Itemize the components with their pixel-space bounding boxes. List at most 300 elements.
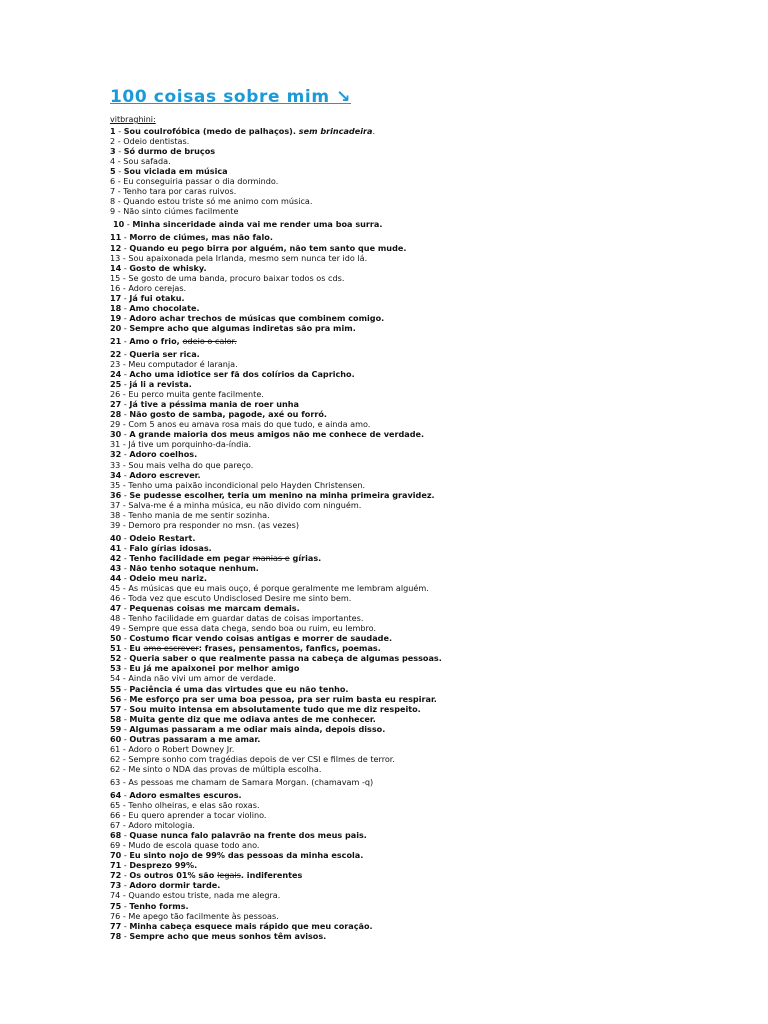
item-text: Não tenho sotaque nenhum. [129, 562, 259, 573]
item-text: Adoro esmaltes escuros. [129, 790, 242, 800]
item-number: 16 [110, 282, 121, 293]
item-number: 9 [110, 206, 116, 217]
item-text: Sou mais velha do que pareço. [128, 459, 254, 470]
item-text: já li a revista. [129, 379, 192, 390]
item-strikethrough: manias e [252, 552, 290, 563]
item-text: Me esforço pra ser uma boa pessoa, pra ser ruim basta eu respirar. [129, 693, 437, 704]
item-text: Só durmo de bruços [123, 146, 216, 157]
item-separator: - [121, 860, 130, 871]
list-item [110, 653, 670, 663]
list-item [110, 439, 670, 449]
item-number: 54 [110, 673, 121, 684]
item-number: 7 [110, 186, 116, 197]
item-text: Tenho mania de me sentir sozinha. [128, 509, 270, 520]
item-text: Tenho forms. [129, 900, 189, 911]
list-item [110, 156, 670, 166]
item-separator: - [121, 653, 130, 664]
list-item [110, 460, 670, 470]
item-separator: - [115, 156, 124, 167]
item-number: 33 [110, 459, 121, 470]
item-separator: - [121, 552, 130, 563]
list-item [110, 389, 670, 399]
item-text: Adoro achar trechos de músicas que combinem comigo. [129, 312, 385, 323]
list-item [110, 429, 670, 439]
list-item [110, 470, 670, 480]
item-number: 49 [110, 623, 121, 634]
item-text: Demoro pra responder no msn. (as vezes) [128, 519, 300, 530]
item-text: As pessoas me chamam de Samara Morgan. (chamavam -q) [128, 776, 374, 787]
item-separator: - [121, 733, 130, 744]
item-number: 24 [110, 369, 122, 380]
list-item [110, 734, 670, 744]
item-separator: - [121, 379, 130, 390]
list-item [110, 206, 670, 216]
item-number: 35 [110, 479, 121, 490]
item-number: 76 [110, 910, 121, 921]
item-number: 4 [110, 156, 116, 167]
item-text: Os outros 01% são [129, 870, 215, 881]
item-text-after: . indiferentes [240, 870, 303, 881]
item-separator: - [120, 359, 129, 370]
list-item [110, 543, 670, 553]
item-number: 41 [110, 542, 122, 553]
item-text: Sou muito intensa em absolutamente tudo que me diz respeito. [129, 703, 421, 714]
list-item [110, 777, 670, 787]
item-number: 78 [110, 930, 122, 941]
item-text-after: gírias. [292, 552, 322, 563]
author-line [110, 114, 670, 125]
item-text: Queria saber o que realmente passa na cabeça de algumas pessoas. [129, 653, 442, 664]
item-number: 29 [110, 419, 121, 430]
item-text: Eu [129, 643, 141, 654]
list-item [110, 303, 670, 313]
item-separator: - [120, 810, 129, 821]
item-text: Eu quero aprender a tocar violino. [128, 810, 267, 821]
item-text: Com 5 anos eu amava rosa mais do que tudo, e ainda amo. [128, 419, 371, 430]
list-item [110, 820, 670, 830]
list-item [110, 673, 670, 683]
item-number: 11 [110, 232, 122, 243]
item-number: 17 [110, 292, 122, 303]
item-number: 50 [110, 633, 122, 644]
item-text: Quando estou triste, nada me alegra. [128, 890, 281, 901]
item-separator: - [120, 499, 129, 510]
item-separator: - [121, 663, 130, 674]
item-number: 30 [110, 429, 122, 440]
item-separator: - [120, 673, 129, 684]
item-text: Tenho facilidade em guardar datas de coisas importantes. [128, 613, 364, 624]
item-number: 57 [110, 703, 122, 714]
list-item [110, 273, 670, 283]
item-number: 64 [110, 790, 122, 800]
list-item [110, 166, 670, 176]
item-number: 2 [110, 136, 116, 147]
item-number: 25 [110, 379, 122, 390]
item-number: 34 [110, 469, 122, 480]
item-separator: - [121, 850, 130, 861]
item-number: 31 [110, 439, 121, 450]
item-separator: - [120, 459, 129, 470]
item-number: 63 [110, 776, 121, 787]
list-item [110, 764, 670, 774]
list-item [110, 633, 670, 643]
list-item [110, 263, 670, 273]
list-item [110, 293, 670, 303]
list-item [110, 840, 670, 850]
item-number: 62 [110, 753, 121, 764]
item-emphasis: sem brincadeira [298, 126, 373, 136]
list-item [110, 643, 670, 653]
item-number: 56 [110, 693, 122, 704]
item-number: 26 [110, 389, 121, 400]
list-item [110, 349, 670, 359]
list-item [110, 409, 670, 419]
item-separator: - [120, 519, 129, 530]
item-number: 59 [110, 723, 122, 734]
item-number: 18 [110, 302, 122, 313]
item-text: Sou safada. [123, 156, 171, 167]
list-item [110, 136, 670, 146]
list-item [110, 369, 670, 379]
item-separator: - [120, 439, 129, 450]
document-page [110, 86, 670, 941]
item-text: Paciência é uma das virtudes que eu não tenho. [129, 683, 349, 694]
item-text: Tenho olheiras, e elas são roxas. [128, 800, 260, 811]
item-separator: - [124, 219, 133, 230]
item-text: Tenho uma paixão incondicional pelo Hayden Christensen. [128, 479, 366, 490]
item-text: Já fui otaku. [129, 292, 185, 303]
item-number: 27 [110, 399, 122, 410]
item-text: Sou coulrofóbica (medo de palhaços). [123, 126, 296, 136]
item-number: 60 [110, 733, 122, 744]
item-text: As músicas que eu mais ouço, é porque geralmente me lembram alguém. [128, 583, 429, 594]
author-suffix: : [153, 115, 156, 124]
item-text: Se gosto de uma banda, procuro baixar todos os cds. [128, 272, 345, 283]
list-item [110, 890, 670, 900]
item-text: Minha cabeça esquece mais rápido que meu coração. [129, 920, 373, 931]
list-item [110, 243, 670, 253]
list-item [110, 870, 670, 880]
item-text: Adoro coelhos. [129, 449, 198, 460]
list-item [110, 533, 670, 543]
item-separator: - [121, 713, 130, 724]
list-item [110, 283, 670, 293]
list-item [110, 253, 670, 263]
item-number: 22 [110, 348, 122, 359]
list-item [110, 196, 670, 206]
list-item [110, 336, 670, 346]
item-text: Sempre acho que algumas indiretas são pra mim. [129, 322, 356, 333]
item-separator: - [121, 532, 130, 543]
item-text: Mudo de escola quase todo ano. [128, 840, 260, 851]
item-separator: - [121, 683, 130, 694]
item-text: Adoro mitologia. [128, 820, 195, 831]
item-number: 3 [110, 146, 116, 157]
list-item [110, 583, 670, 593]
list-item [110, 911, 670, 921]
item-number: 58 [110, 713, 122, 724]
list-item [110, 714, 670, 724]
list-item [110, 510, 670, 520]
item-number: 19 [110, 312, 122, 323]
item-number: 61 [110, 743, 121, 754]
item-number: 67 [110, 820, 121, 831]
list-item [110, 219, 670, 229]
item-separator: - [120, 509, 129, 520]
item-number: 68 [110, 830, 122, 841]
item-strikethrough: amo escrever [143, 643, 199, 654]
list-item [110, 810, 670, 820]
item-separator: - [121, 723, 130, 734]
item-separator: - [121, 870, 130, 881]
item-text: Amo chocolate. [129, 302, 200, 313]
list-item [110, 480, 670, 490]
item-strikethrough: legais [217, 870, 241, 881]
item-separator: - [121, 409, 130, 420]
item-number: 37 [110, 499, 121, 510]
item-number: 62 [110, 763, 121, 774]
item-number: 13 [110, 252, 121, 263]
list-item [110, 399, 670, 409]
item-number: 48 [110, 613, 121, 624]
item-separator: - [120, 910, 129, 921]
item-number: 32 [110, 449, 122, 460]
list-item [110, 880, 670, 890]
item-text: Falo gírias idosas. [129, 542, 212, 553]
item-number: 45 [110, 583, 121, 594]
item-text: Queria ser rica. [129, 348, 200, 359]
item-text: Quando estou triste só me animo com música. [123, 196, 313, 207]
item-text: Eu conseguiria passar o dia dormindo. [123, 176, 279, 187]
item-separator: - [121, 573, 130, 584]
item-number: 38 [110, 509, 121, 520]
item-separator: - [120, 583, 129, 594]
item-separator: - [121, 900, 130, 911]
item-separator: - [120, 272, 129, 283]
item-separator: - [121, 880, 130, 891]
list-item [110, 754, 670, 764]
list-item [110, 323, 670, 333]
item-separator: - [121, 920, 130, 931]
item-text: Ainda não vivi um amor de verdade. [128, 673, 276, 684]
item-text: Minha sinceridade ainda vai me render uma boa surra. [132, 219, 383, 230]
item-text: Quase nunca falo palavrão na frente dos meus pais. [129, 830, 367, 841]
item-text: Adoro escrever. [129, 469, 201, 480]
item-separator: - [121, 449, 130, 460]
item-number: 10 [113, 219, 125, 230]
item-number: 77 [110, 920, 122, 931]
item-number: 74 [110, 890, 121, 901]
list-item [110, 921, 670, 931]
item-text: Sempre sonho com tragédias depois de ver CSI e filmes de terror. [128, 753, 395, 764]
item-text: Desprezo 99%. [129, 860, 198, 871]
item-number: 71 [110, 860, 122, 871]
item-separator: - [121, 429, 130, 440]
item-text: Me apego tão facilmente às pessoas. [128, 910, 279, 921]
item-number: 43 [110, 562, 122, 573]
item-number: 23 [110, 359, 121, 370]
item-separator: - [120, 252, 129, 263]
list-item [110, 744, 670, 754]
item-separator: - [115, 166, 124, 177]
item-separator: - [120, 776, 129, 787]
item-text-after: : frases, pensamentos, fanfics, poemas. [198, 643, 381, 654]
item-number: 70 [110, 850, 122, 861]
item-text: Odeio dentistas. [123, 136, 190, 147]
item-text: Quando eu pego birra por alguém, não tem santo que mude. [129, 242, 407, 253]
item-number: 65 [110, 800, 121, 811]
item-number: 40 [110, 532, 122, 543]
item-text: A grande maioria dos meus amigos não me conhece de verdade. [129, 429, 425, 440]
item-number: 44 [110, 573, 122, 584]
list-item [110, 850, 670, 860]
list-item [110, 694, 670, 704]
list-item [110, 232, 670, 242]
item-text: Adoro dormir tarde. [129, 880, 221, 891]
item-text: Eu sinto nojo de 99% das pessoas da minha escola. [129, 850, 364, 861]
list-item [110, 379, 670, 389]
item-strikethrough: odeio o calor. [182, 335, 237, 346]
list-item [110, 790, 670, 800]
item-number: 1 [110, 126, 116, 136]
item-separator: - [121, 693, 130, 704]
item-separator: - [120, 763, 129, 774]
item-text: Me sinto o NDA das provas de múltipla escolha. [128, 763, 322, 774]
list-item [110, 490, 670, 500]
item-text: Adoro cerejas. [128, 282, 187, 293]
item-text: Já tive um porquinho-da-índia. [128, 439, 252, 450]
item-separator: - [121, 703, 130, 714]
item-period: . [372, 126, 376, 136]
item-text: Salva-me é a minha música, eu não divido com ninguém. [128, 499, 362, 510]
item-text: Eu perco muita gente facilmente. [128, 389, 264, 400]
item-text: Pequenas coisas me marcam demais. [129, 603, 300, 614]
list-item [110, 449, 670, 459]
item-separator: - [115, 196, 124, 207]
item-text: Tenho facilidade em pegar [129, 552, 250, 563]
item-text: Já tive a péssima mania de roer unha [129, 399, 299, 410]
item-number: 14 [110, 262, 122, 273]
item-text: Sou viciada em música [123, 166, 228, 177]
list-item [110, 830, 670, 840]
item-separator: - [121, 399, 130, 410]
item-number: 20 [110, 322, 122, 333]
list-item [110, 901, 670, 911]
item-number: 72 [110, 870, 122, 881]
list-item [110, 176, 670, 186]
item-separator: - [121, 312, 130, 323]
item-separator: - [121, 302, 130, 313]
list-item [110, 623, 670, 633]
item-text: Adoro o Robert Downey Jr. [128, 743, 235, 754]
item-separator: - [120, 753, 129, 764]
item-separator: - [120, 479, 129, 490]
item-text: Toda vez que escuto Undisclosed Desire me sinto bem. [128, 593, 352, 604]
list-item [110, 186, 670, 196]
item-separator: - [115, 206, 124, 217]
item-separator: - [121, 643, 130, 654]
item-text: Não gosto de samba, pagode, axé ou forró. [129, 409, 327, 420]
item-text: Sempre que essa data chega, sendo boa ou ruim, eu lembro. [128, 623, 377, 634]
author-link[interactable]: vitbraghini [110, 115, 154, 124]
item-separator: - [120, 389, 129, 400]
item-text: Tenho tara por caras ruivos. [123, 186, 237, 197]
item-separator: - [121, 369, 130, 380]
list-item [110, 553, 670, 563]
item-separator: - [121, 633, 130, 644]
list-item [110, 663, 670, 673]
item-separator: - [115, 136, 124, 147]
item-number: 51 [110, 643, 122, 654]
item-text: Morro de ciúmes, mas não falo. [129, 232, 273, 243]
item-separator: - [121, 830, 130, 841]
list-item [110, 313, 670, 323]
list-item [110, 593, 670, 603]
item-text: Amo o frio, [129, 335, 180, 346]
item-number: 36 [110, 489, 122, 500]
item-text: Meu computador é laranja. [128, 359, 238, 370]
item-number: 12 [110, 242, 122, 253]
item-number: 15 [110, 272, 121, 283]
item-separator: - [115, 176, 124, 187]
item-separator: - [121, 322, 130, 333]
item-separator: - [121, 469, 130, 480]
item-number: 28 [110, 409, 122, 420]
item-number: 55 [110, 683, 122, 694]
item-separator: - [121, 489, 130, 500]
item-separator: - [121, 603, 130, 614]
item-separator: - [121, 930, 130, 941]
item-text: Se pudesse escolher, teria um menino na minha primeira gravidez. [129, 489, 435, 500]
item-text: Outras passaram a me amar. [129, 733, 261, 744]
list-item [110, 860, 670, 870]
item-separator: - [120, 623, 129, 634]
list-item [110, 613, 670, 623]
item-number: 39 [110, 519, 121, 530]
item-separator: - [121, 790, 130, 800]
item-separator: - [120, 282, 129, 293]
item-text: Acho uma idiotice ser fã dos colírios da Capricho. [129, 369, 355, 380]
item-text: Sou apaixonada pela Irlanda, mesmo sem nunca ter ido lá. [128, 252, 368, 263]
item-separator: - [121, 262, 130, 273]
item-separator: - [120, 800, 129, 811]
item-separator: - [121, 542, 130, 553]
list-item [110, 603, 670, 613]
item-separator: - [120, 419, 129, 430]
item-text: Muita gente diz que me odiava antes de me conhecer. [129, 713, 376, 724]
item-text: Odeio meu nariz. [129, 573, 207, 584]
item-text: Não sinto ciúmes facilmente [123, 206, 239, 217]
list-item [110, 800, 670, 810]
item-separator: - [121, 242, 130, 253]
items-list [110, 126, 670, 941]
item-separator: - [115, 146, 124, 157]
list-item [110, 563, 670, 573]
list-item [110, 724, 670, 734]
item-number: 5 [110, 166, 116, 177]
list-item [110, 520, 670, 530]
list-item [110, 931, 670, 941]
item-separator: - [120, 840, 129, 851]
item-number: 52 [110, 653, 122, 664]
page-title[interactable]: 100 coisas sobre mim ↘ [110, 87, 352, 107]
item-separator: - [121, 335, 130, 346]
list-item [110, 126, 670, 136]
list-item [110, 359, 670, 369]
list-item [110, 573, 670, 583]
item-number: 42 [110, 552, 122, 563]
item-separator: - [120, 593, 129, 604]
